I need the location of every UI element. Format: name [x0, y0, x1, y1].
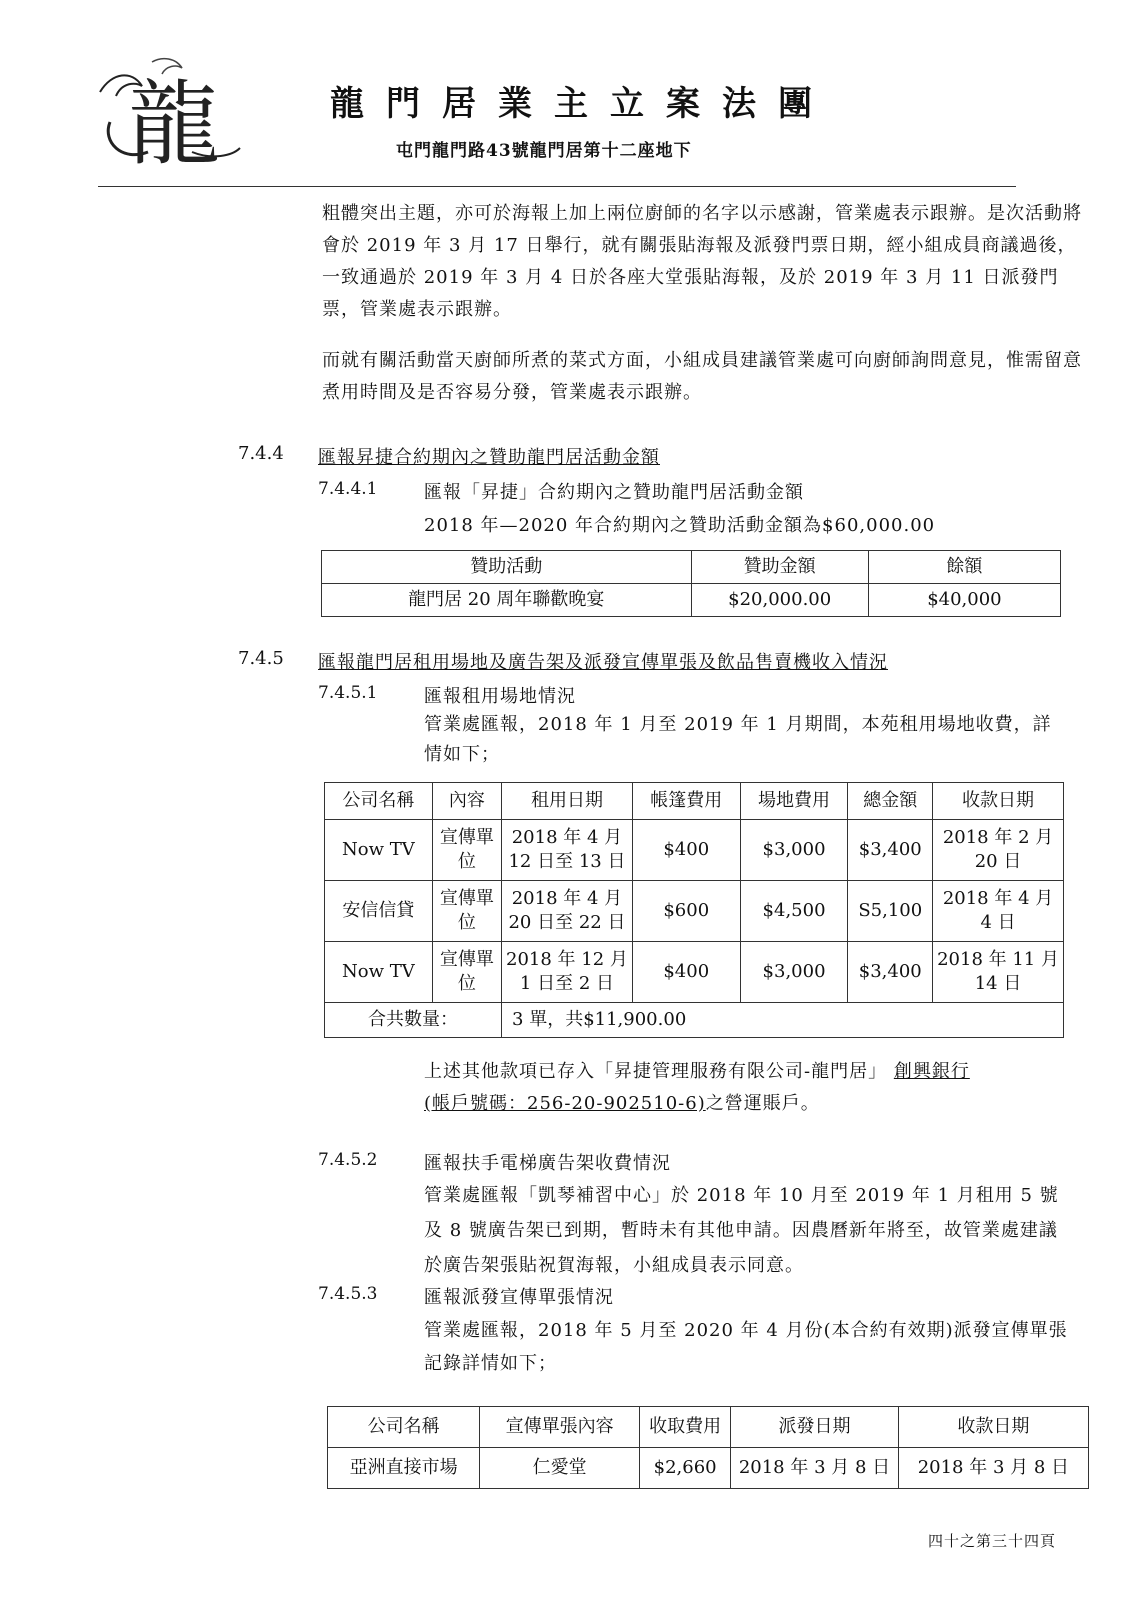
section-7-4-5-number: 7.4.5: [238, 648, 284, 669]
table-row: [325, 820, 1064, 881]
total-value: 3 單，共$11,900.00: [502, 1003, 1064, 1038]
column-header: 收款日期: [933, 783, 1064, 820]
table-cell: $400: [632, 942, 740, 1003]
flyer-table: [327, 1406, 1089, 1489]
table-cell: 2018 年 4 月 12 日至 13 日: [502, 820, 633, 881]
column-header: 宣傳單張內容: [480, 1407, 640, 1448]
rental-table: [324, 782, 1064, 1038]
organization-address: 屯門龍門路43號龍門居第十二座地下: [396, 141, 692, 161]
table-cell: 龍門居 20 周年聯歡晚宴: [322, 584, 692, 617]
table-cell: $3,400: [848, 942, 933, 1003]
table-cell: $40,000: [868, 584, 1060, 617]
table-row: [325, 942, 1064, 1003]
sponsorship-table: [321, 550, 1061, 617]
table-cell: 2018 年 12 月 1 日至 2 日: [502, 942, 633, 1003]
page-number: 四十之第三十四頁: [928, 1532, 1057, 1550]
paragraph-1: 粗體突出主題，亦可於海報上加上兩位廚師的名字以示感謝，管業處表示跟辦。是次活動將會於 2019 年 3 月 17 日舉行，就有關張貼海報及派發門票日期，經小組成員商議過後，一致通過於 2019 年 3 月 4 日於各座大堂張貼海報，及於 2019 年 3 月 11 日派發門票，管業處表示跟辦。: [322, 203, 1082, 320]
section-7-4-5-1-title: 匯報租用場地情況: [424, 686, 576, 707]
table-cell: 宣傳單位: [432, 820, 501, 881]
deposit-text: 上述其他款項已存入「昇捷管理服務有限公司-龍門居」: [424, 1061, 888, 1082]
section-7-4-5-title: 匯報龍門居租用場地及廣告架及派發宣傳單張及飲品售賣機收入情況: [318, 652, 888, 673]
section-7-4-5-1-number: 7.4.5.1: [318, 683, 378, 703]
paragraph-2: 而就有關活動當天廚師所煮的菜式方面，小組成員建議管業處可向廚師詢問意見，惟需留意煮用時間及是否容易分發，管業處表示跟辦。: [322, 350, 1082, 403]
table-cell: $600: [632, 881, 740, 942]
table-header-row: [328, 1407, 1089, 1448]
column-header: 內容: [432, 783, 501, 820]
table-row: [328, 1448, 1089, 1489]
table-cell: 2018 年 3 月 8 日: [898, 1448, 1088, 1489]
column-header: 贊助金額: [691, 551, 868, 584]
table-cell: $20,000.00: [691, 584, 868, 617]
section-7-4-5-2-title: 匯報扶手電梯廣告架收費情況: [424, 1153, 671, 1174]
table-cell: 安信信貸: [325, 881, 433, 942]
table-cell: 宣傳單位: [432, 942, 501, 1003]
header-divider: [98, 186, 1016, 187]
table-cell: 宣傳單位: [432, 881, 501, 942]
table-row: [325, 881, 1064, 942]
column-header: 租用日期: [502, 783, 633, 820]
table-cell: 2018 年 2 月 20 日: [933, 820, 1064, 881]
table-cell: 2018 年 4 月 20 日至 22 日: [502, 881, 633, 942]
ad-rack-text: 管業處匯報「凱琴補習中心」於 2018 年 10 月至 2019 年 1 月租用 5 號及 8 號廣告架已到期，暫時未有其他申請。因農曆新年將至，故管業處建議於廣告架張貼祝賀海報，小組成員表示同意。: [424, 1185, 1059, 1276]
rental-intro-text: 管業處匯報，2018 年 1 月至 2019 年 1 月期間，本苑租用場地收費，詳情如下；: [424, 714, 1052, 765]
table-cell: 仁愛堂: [480, 1448, 640, 1489]
column-header: 派發日期: [731, 1407, 898, 1448]
column-header: 贊助活動: [322, 551, 692, 584]
dragon-logo: [92, 52, 242, 172]
table-cell: S5,100: [848, 881, 933, 942]
flyer-intro-text: 管業處匯報，2018 年 5 月至 2020 年 4 月份(本合約有效期)派發宣傳單張記錄詳情如下；: [424, 1320, 1068, 1374]
table-cell: Now TV: [325, 820, 433, 881]
table-cell: $4,500: [740, 881, 848, 942]
column-header: 帳篷費用: [632, 783, 740, 820]
section-7-4-4-title: 匯報昇捷合約期內之贊助龍門居活動金額: [318, 447, 660, 468]
table-cell: $2,660: [639, 1448, 730, 1489]
section-7-4-5-3-number: 7.4.5.3: [318, 1284, 378, 1304]
total-label: 合共數量：: [325, 1003, 502, 1038]
deposit-text-end: 之營運賬戶。: [705, 1093, 820, 1114]
table-total-row: [325, 1003, 1064, 1038]
table-cell: Now TV: [325, 942, 433, 1003]
section-7-4-4-number: 7.4.4: [238, 443, 284, 464]
deposit-account: (帳戶號碼：256-20-902510-6): [424, 1093, 706, 1114]
svg-text:龍: 龍: [128, 71, 221, 172]
table-header-row: [325, 783, 1064, 820]
column-header: 收取費用: [639, 1407, 730, 1448]
organization-name: 龍門居業主立案法團: [330, 84, 834, 124]
table-cell: 亞洲直接市場: [328, 1448, 480, 1489]
table-cell: $3,000: [740, 820, 848, 881]
column-header: 公司名稱: [328, 1407, 480, 1448]
column-header: 餘額: [868, 551, 1060, 584]
column-header: 總金額: [848, 783, 933, 820]
section-7-4-4-1-number: 7.4.4.1: [318, 479, 378, 499]
sponsorship-summary: 2018 年—2020 年合約期內之贊助活動金額為$60,000.00: [424, 515, 936, 536]
table-cell: $3,000: [740, 942, 848, 1003]
section-7-4-5-2-number: 7.4.5.2: [318, 1150, 378, 1170]
table-cell: 2018 年 4 月 4 日: [933, 881, 1064, 942]
column-header: 場地費用: [740, 783, 848, 820]
table-cell: $3,400: [848, 820, 933, 881]
table-cell: 2018 年 11 月 14 日: [933, 942, 1064, 1003]
deposit-note: [424, 1056, 1074, 1120]
table-header-row: [322, 551, 1061, 584]
column-header: 公司名稱: [325, 783, 433, 820]
table-cell: 2018 年 3 月 8 日: [731, 1448, 898, 1489]
section-7-4-4-1-title: 匯報「昇捷」合約期內之贊助龍門居活動金額: [424, 482, 804, 503]
deposit-bank: 創興銀行: [893, 1061, 970, 1082]
table-cell: $400: [632, 820, 740, 881]
section-7-4-5-3-title: 匯報派發宣傳單張情況: [424, 1287, 614, 1308]
table-row: [322, 584, 1061, 617]
column-header: 收款日期: [898, 1407, 1088, 1448]
